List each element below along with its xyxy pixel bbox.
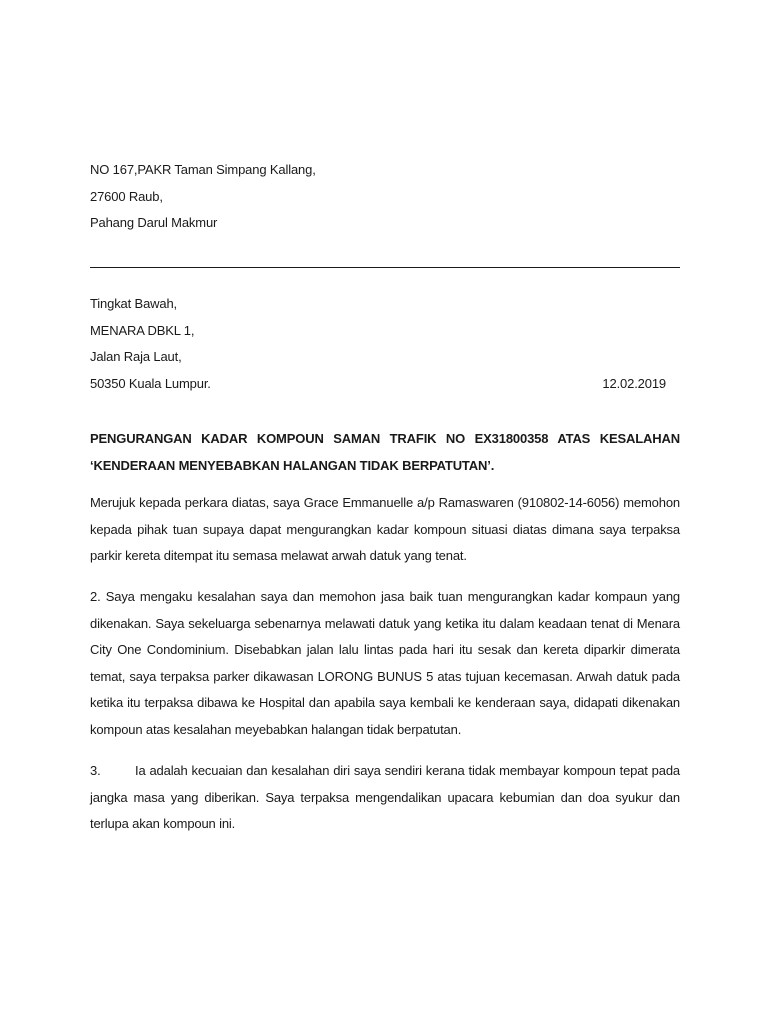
paragraph-number: 3. (90, 763, 101, 778)
recipient-address-line: MENARA DBKL 1, (90, 322, 195, 338)
paragraph-2: 2. Saya mengaku kesalahan saya dan memohon jasa baik tuan mengurangkan kadar kompaun yang dikenakan. Saya sekeluarga sebenarnya melawati datuk yang ketika itu dalam keadaan tenat di Menara City One Condominium. Disebabkan jalan lalu lintas pada hari itu sesak dan kereta diparkir dimerata temat, saya terpaksa parker dikawasan LORONG BUNUS 5 atas tujuan kecemasan. Arwah datuk pada ketika itu terpaksa dibawa ke Hospital dan apabila saya kembali ke kenderaan saya, didapati dikenakan kompoun atas kesalahan meyebabkan halangan tidak berpatutan. (90, 589, 680, 737)
paragraph-3 (90, 758, 680, 838)
sender-address-line: Pahang Darul Makmur (90, 215, 218, 231)
divider-line (90, 267, 680, 268)
sender-address (90, 157, 680, 237)
sender-address-line: NO 167,PAKR Taman Simpang Kallang, (90, 162, 316, 177)
recipient-address-line: 50350 Kuala Lumpur. (90, 375, 211, 391)
recipient-address-row (90, 371, 680, 398)
paragraph-1: Merujuk kepada perkara diatas, saya Grace Emmanuelle a/p Ramaswaren (910802-14-6056) memohon kepada pihak tuan supaya dapat mengurangkan kadar kompoun situasi diatas dimana saya terpaksa parkir kereta ditempat itu semasa melawat arwah datuk yang tenat. (90, 495, 680, 564)
paragraph-3-text: Ia adalah kecuaian dan kesalahan diri saya sendiri kerana tidak membayar kompoun tepat pada jangka masa yang diberikan. Saya terpaksa mengendalikan upacara kebumian dan doa syukur dan terlupa akan kompoun ini. (90, 763, 680, 832)
recipient-address-line: Jalan Raja Laut, (90, 349, 182, 365)
recipient-address (90, 291, 680, 397)
sender-address-line: 27600 Raub, (90, 188, 163, 204)
letter-date: 12.02.2019 (602, 375, 666, 391)
letter-subject: PENGURANGAN KADAR KOMPOUN SAMAN TRAFIK NO EX31800358 ATAS KESALAHAN ‘KENDERAAN MENYEBABKAN HALANGAN TIDAK BERPATUTAN’. (90, 431, 680, 473)
recipient-address-line: Tingkat Bawah, (90, 296, 178, 311)
